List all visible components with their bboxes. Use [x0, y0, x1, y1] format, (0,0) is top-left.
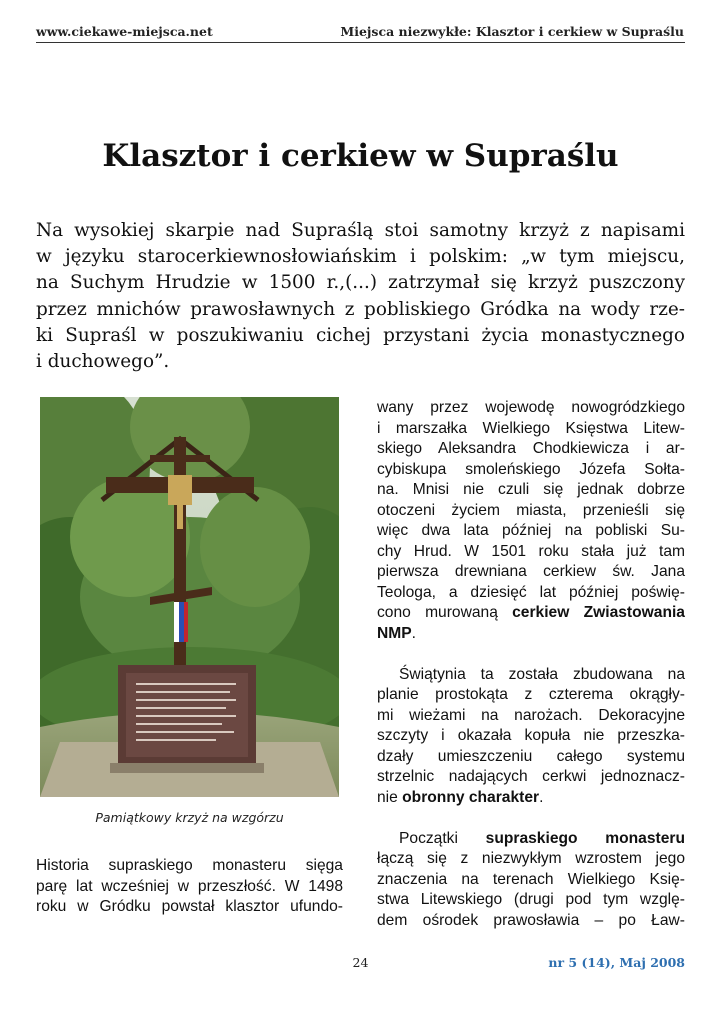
site-url[interactable]: www.ciekawe-miejsca.net [36, 24, 213, 39]
text-line: wany przez wojewodę nowogródzkiego [377, 399, 685, 416]
highlight-term: obronny charakter [402, 788, 540, 806]
text-line: znaczenia na terenach Wielkiego Księ- [377, 870, 685, 888]
left-column-text [36, 856, 343, 918]
text-line: szczyty i okazała kopuła nie przeszka- [377, 727, 685, 744]
text-line [377, 624, 685, 645]
text-line: parę lat wcześniej w przeszłość. W 1498 [36, 877, 343, 895]
right-column-text [377, 398, 685, 931]
lead-paragraph [36, 218, 685, 375]
text-line: Świątynia ta została zbudowana na [399, 665, 685, 683]
highlight-term: supraskiego monasteru [485, 829, 685, 847]
text-line: więc dwa lata później na pobliski Su- [377, 522, 685, 539]
lead-line: przez mnichów prawosławnych z pobliskiego Gródka na wody rze- [36, 298, 685, 320]
lead-line: w języku starocerkiewnosłowiańskim i polskim: „w tym miejscu, [36, 246, 685, 268]
text-line: łączą się z niezwykłym wzrostem jego [377, 850, 685, 867]
text-line: roku w Gródku powstał klasztor ufundo- [36, 898, 343, 915]
text-line: dem ośrodek prawosławia – po Ław- [377, 911, 685, 929]
text-run: nie [377, 788, 398, 806]
text-line: Historia supraskiego monasteru sięga [36, 857, 343, 874]
section-title: Miejsca niezwykłe: Klasztor i cerkiew w Supraślu [340, 24, 684, 39]
text-run: . [539, 788, 544, 806]
text-line: strzelnic nadających cerkwi jednoznacz- [377, 768, 685, 785]
text-line [377, 788, 685, 809]
photo-caption: Pamiątkowy krzyż na wzgórzu [95, 810, 284, 825]
text-line: na. Mnisi nie czuli się jednak dobrze [377, 481, 685, 498]
lead-line: Na wysokiej skarpie nad Supraślą stoi samotny krzyż z napisami [36, 220, 685, 241]
memorial-cross-photo [40, 397, 339, 797]
paragraph-gap [377, 808, 685, 829]
text-line: i marszałka Wielkiego Księstwa Litew- [377, 419, 685, 437]
paragraph-gap [377, 644, 685, 665]
text-run: . [411, 624, 416, 642]
page-title: Klasztor i cerkiew w Supraślu [102, 138, 619, 174]
text-line [377, 829, 685, 850]
memorial-cross-icon [40, 397, 339, 797]
page-number: 24 [352, 955, 369, 970]
text-line: chy Hrud. W 1501 roku stała już tam [377, 542, 685, 560]
text-line: stwa Litewskiego (drugi pod tym wzglę- [377, 891, 685, 908]
text-line: planie prostokąta z czterema okrągły- [377, 686, 685, 703]
highlight-term: cerkiew Zwiastowania [512, 604, 685, 621]
text-run: cono murowaną [377, 604, 498, 621]
text-line: dzały umieszczeniu całego systemu [377, 747, 685, 765]
text-line: Teologa, a dziesięć lat później poświę- [377, 583, 685, 601]
header-rule [36, 42, 685, 43]
issue-info: nr 5 (14), Maj 2008 [548, 955, 685, 970]
text-line: pierwsza drewniana cerkiew św. Jana [377, 563, 685, 580]
lead-line: ki Supraśl w poszukiwaniu cichej przystani życia monastycznego [36, 324, 685, 346]
text-run: Początki [399, 829, 458, 847]
text-line: mi wieżami na narożach. Dekoracyjne [377, 706, 685, 724]
lead-line: na Suchym Hrudzie w 1500 r.,(...) zatrzymał się krzyż puszczony [36, 272, 685, 294]
text-line: skiego Aleksandra Chodkiewicza i ar- [377, 440, 685, 457]
highlight-term: NMP [377, 624, 412, 642]
lead-line: i duchowego”. [36, 351, 170, 373]
text-line: otoczeni życiem miasta, przenieśli się [377, 501, 685, 519]
text-line [377, 603, 685, 624]
text-line: cybiskupa smoleńskiego Józefa Sołta- [377, 460, 685, 478]
